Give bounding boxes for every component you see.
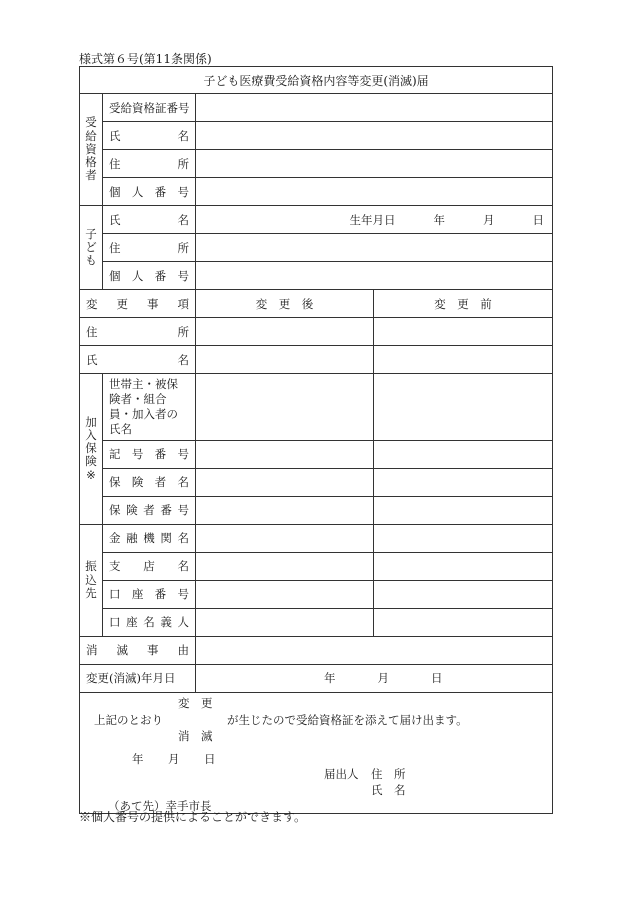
applicant-name-label: 氏 名 xyxy=(371,782,406,797)
change-before-header: 変 更 前 xyxy=(374,290,553,318)
cert-number-label: 受給資格証番号 xyxy=(103,94,196,122)
change-address-before-field[interactable] xyxy=(374,318,553,346)
insurance-holder-after-field[interactable] xyxy=(196,374,374,441)
insurance-holder-label: 世帯主・被保険者・組合員・加入者の氏名 xyxy=(103,374,196,441)
applicant-label: 届出人 xyxy=(324,766,359,781)
declaration-month: 月 xyxy=(168,751,180,766)
child-group-label: 子 ど も xyxy=(80,206,103,290)
declaration-day: 日 xyxy=(204,751,216,766)
account-number-after-field[interactable] xyxy=(196,580,374,608)
recipient-address-label: 住 所 xyxy=(103,150,196,178)
account-holder-before-field[interactable] xyxy=(374,608,553,636)
child-name-field[interactable] xyxy=(196,206,553,234)
recipient-group-label: 受 給 資 格 者 xyxy=(80,94,103,206)
declaration-box xyxy=(80,692,553,813)
bank-institution-after-field[interactable] xyxy=(196,524,374,552)
child-personal-number-label: 個 人 番 号 xyxy=(103,262,196,290)
recipient-address-field[interactable] xyxy=(196,150,553,178)
insurer-name-after-field[interactable] xyxy=(196,468,374,496)
birth-label: 生年月日 xyxy=(349,212,396,227)
bank-group-label: 振 込 先 xyxy=(80,524,103,636)
applicant-address-label: 住 所 xyxy=(371,766,406,781)
declaration-lead: 上記のとおり xyxy=(94,712,163,727)
declaration-body: が生じたので受給資格証を添えて届け出ます。 xyxy=(227,712,468,727)
extinction-date-label: 変更(消滅)年月日 xyxy=(80,664,196,692)
child-name-label: 氏 名 xyxy=(103,206,196,234)
child-personal-number-field[interactable] xyxy=(196,262,553,290)
footnote: ※個人番号の提供によることができます。 xyxy=(79,810,307,824)
bank-institution-label: 金 融 機 関 名 xyxy=(103,524,196,552)
insurance-symbol-number-before-field[interactable] xyxy=(374,440,553,468)
recipient-personal-number-field[interactable] xyxy=(196,178,553,206)
form-table xyxy=(79,66,553,814)
bank-branch-after-field[interactable] xyxy=(196,552,374,580)
extinction-month: 月 xyxy=(377,671,389,686)
declaration-shometsu: 消 滅 xyxy=(178,728,213,743)
change-address-label: 住 所 xyxy=(80,318,196,346)
extinction-date-field[interactable] xyxy=(196,664,553,692)
extinction-reason-label: 消 滅 事 由 xyxy=(80,636,196,664)
declaration-henko: 変 更 xyxy=(178,695,213,710)
child-birthdate xyxy=(196,212,552,228)
bank-institution-before-field[interactable] xyxy=(374,524,553,552)
insurer-name-label: 保 険 者 名 xyxy=(103,468,196,496)
change-address-after-field[interactable] xyxy=(196,318,374,346)
recipient-name-field[interactable] xyxy=(196,122,553,150)
extinction-reason-field[interactable] xyxy=(196,636,553,664)
change-name-label: 氏 名 xyxy=(80,346,196,374)
insurance-symbol-number-after-field[interactable] xyxy=(196,440,374,468)
insurance-symbol-number-label: 記 号 番 号 xyxy=(103,440,196,468)
recipient-personal-number-label: 個 人 番 号 xyxy=(103,178,196,206)
form-title: 子ども医療費受給資格内容等変更(消滅)届 xyxy=(80,67,553,94)
account-holder-after-field[interactable] xyxy=(196,608,374,636)
birth-year: 年 xyxy=(433,212,445,227)
recipient-name-label: 氏 名 xyxy=(103,122,196,150)
child-address-field[interactable] xyxy=(196,234,553,262)
child-address-label: 住 所 xyxy=(103,234,196,262)
insurance-holder-before-field[interactable] xyxy=(374,374,553,441)
birth-day: 日 xyxy=(532,212,544,227)
declaration-year: 年 xyxy=(132,751,144,766)
extinction-day: 日 xyxy=(431,671,443,686)
change-item-header: 変 更 事 項 xyxy=(80,290,196,318)
account-number-label: 口 座 番 号 xyxy=(103,580,196,608)
change-name-before-field[interactable] xyxy=(374,346,553,374)
insurer-number-label: 保 険 者 番 号 xyxy=(103,496,196,524)
account-holder-label: 口 座 名 義 人 xyxy=(103,608,196,636)
bank-branch-before-field[interactable] xyxy=(374,552,553,580)
bank-branch-label: 支 店 名 xyxy=(103,552,196,580)
cert-number-field[interactable] xyxy=(196,94,553,122)
change-after-header: 変 更 後 xyxy=(196,290,374,318)
extinction-year: 年 xyxy=(324,671,336,686)
addressee: （あて先）幸手市長 xyxy=(108,798,212,813)
insurance-group-label: 加 入 保 険 ※ xyxy=(80,374,103,525)
insurer-name-before-field[interactable] xyxy=(374,468,553,496)
account-number-before-field[interactable] xyxy=(374,580,553,608)
form-number: 様式第６号(第11条関係) xyxy=(79,52,212,66)
birth-month: 月 xyxy=(483,212,495,227)
insurer-number-after-field[interactable] xyxy=(196,496,374,524)
change-name-after-field[interactable] xyxy=(196,346,374,374)
insurer-number-before-field[interactable] xyxy=(374,496,553,524)
